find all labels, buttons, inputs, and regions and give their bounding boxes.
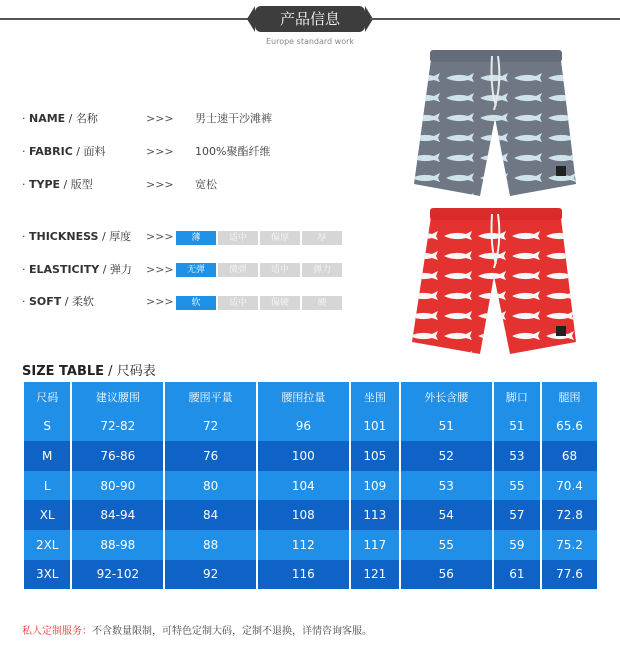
table-cell: 61 (493, 560, 541, 590)
table-cell: 88 (164, 530, 257, 560)
spec-arrow: >>> (146, 145, 174, 158)
table-cell: 68 (541, 441, 597, 471)
table-cell: 53 (493, 441, 541, 471)
table-cell: 108 (257, 500, 350, 530)
spec-value: 宽松 (195, 178, 217, 191)
col-header: 坐围 (350, 382, 400, 412)
spec-key-cn: 版型 (70, 178, 93, 191)
table-row (24, 560, 597, 590)
spec-key-cn: 名称 (75, 112, 98, 125)
scale-option: 薄 (176, 231, 216, 245)
table-row (24, 471, 597, 501)
spec-key-en: TYPE (29, 178, 61, 191)
table-row (24, 412, 597, 442)
spec-arrow: >>> (146, 112, 174, 125)
table-row (24, 530, 597, 560)
table-cell: 55 (493, 471, 541, 501)
table-cell: 70.4 (541, 471, 597, 501)
scale-option: 硬 (302, 296, 342, 310)
table-cell: L (24, 471, 71, 501)
spec-key-en: NAME (29, 112, 66, 125)
table-cell: 55 (400, 530, 493, 560)
table-cell: 105 (350, 441, 400, 471)
table-cell: 80-90 (71, 471, 164, 501)
table-cell: 3XL (24, 560, 71, 590)
table-cell: 116 (257, 560, 350, 590)
table-cell: 100 (257, 441, 350, 471)
table-cell: 72.8 (541, 500, 597, 530)
scale-option: 无弹 (176, 263, 216, 277)
scale-key-en: SOFT (29, 295, 62, 308)
table-cell: 2XL (24, 530, 71, 560)
table-cell: 53 (400, 471, 493, 501)
scale-key-cn: 柔软 (72, 295, 94, 308)
spec-value: 100%聚酯纤维 (195, 145, 271, 158)
scale-key-en: THICKNESS (29, 230, 99, 243)
scale-option: 弹力 (302, 263, 342, 277)
size-table-header-row (24, 382, 597, 412)
header-line-right (370, 18, 620, 20)
table-cell: 56 (400, 560, 493, 590)
table-cell: 57 (493, 500, 541, 530)
size-table-title-cn: 尺码表 (116, 364, 156, 379)
section-subtitle: Europe standard work (265, 37, 355, 46)
table-cell: 54 (400, 500, 493, 530)
size-table (24, 382, 597, 589)
table-cell: 84 (164, 500, 257, 530)
table-cell: 88-98 (71, 530, 164, 560)
table-cell: 76-86 (71, 441, 164, 471)
table-cell: 84-94 (71, 500, 164, 530)
table-cell: 76 (164, 441, 257, 471)
table-cell: 112 (257, 530, 350, 560)
header-line-left (0, 18, 252, 20)
table-cell: 51 (400, 412, 493, 442)
col-header: 腰围拉量 (257, 382, 350, 412)
size-table-title: SIZE TABLE / 尺码表 (22, 364, 156, 379)
table-cell: XL (24, 500, 71, 530)
spec-arrow: >>> (146, 178, 174, 191)
scale-option: 软 (176, 296, 216, 310)
red-shorts-image (408, 206, 580, 358)
table-cell: M (24, 441, 71, 471)
table-cell: 80 (164, 471, 257, 501)
table-cell: 52 (400, 441, 493, 471)
table-cell: 109 (350, 471, 400, 501)
table-cell: 113 (350, 500, 400, 530)
table-cell: 96 (257, 412, 350, 442)
table-row (24, 500, 597, 530)
scale-arrow: >>> (146, 230, 174, 243)
elasticity-scale (176, 263, 342, 277)
col-header: 腰围平量 (164, 382, 257, 412)
spec-key-cn: 面料 (83, 145, 106, 158)
table-cell: 51 (493, 412, 541, 442)
custom-service-label: 私人定制服务： (22, 626, 92, 637)
scale-arrow: >>> (146, 295, 174, 308)
scale-key-en: ELASTICITY (29, 263, 100, 276)
table-cell: 117 (350, 530, 400, 560)
scale-option: 适中 (260, 263, 300, 277)
spec-value: 男士速干沙滩裤 (195, 112, 272, 125)
col-header: 脚口 (493, 382, 541, 412)
col-header: 尺码 (24, 382, 71, 412)
table-cell: S (24, 412, 71, 442)
grey-shorts-image (410, 48, 580, 200)
scale-option: 微弹 (218, 263, 258, 277)
table-cell: 121 (350, 560, 400, 590)
scale-option: 偏硬 (260, 296, 300, 310)
scale-arrow: >>> (146, 263, 174, 276)
table-cell: 92 (164, 560, 257, 590)
scale-option: 厚 (302, 231, 342, 245)
table-cell: 59 (493, 530, 541, 560)
size-table-title-en: SIZE TABLE (22, 364, 105, 379)
custom-service-note (22, 622, 372, 637)
scale-key-cn: 厚度 (109, 230, 132, 243)
table-cell: 101 (350, 412, 400, 442)
table-cell: 72 (164, 412, 257, 442)
table-cell: 65.6 (541, 412, 597, 442)
table-row (24, 441, 597, 471)
section-title: 产品信息 (255, 6, 365, 32)
scale-option: 适中 (218, 296, 258, 310)
scale-key-cn: 弹力 (109, 263, 132, 276)
softness-scale (176, 296, 342, 310)
scale-option: 适中 (218, 231, 258, 245)
table-cell: 75.2 (541, 530, 597, 560)
table-cell: 72-82 (71, 412, 164, 442)
col-header: 建议腰围 (71, 382, 164, 412)
col-header: 外长含腰 (400, 382, 493, 412)
scale-option: 偏厚 (260, 231, 300, 245)
table-cell: 77.6 (541, 560, 597, 590)
thickness-scale (176, 231, 342, 245)
table-cell: 104 (257, 471, 350, 501)
spec-key-en: FABRIC (29, 145, 73, 158)
custom-service-text: 不含数量限制，可特色定制大码，定制不退换，详情咨询客服。 (92, 626, 372, 637)
col-header: 腿围 (541, 382, 597, 412)
table-cell: 92-102 (71, 560, 164, 590)
